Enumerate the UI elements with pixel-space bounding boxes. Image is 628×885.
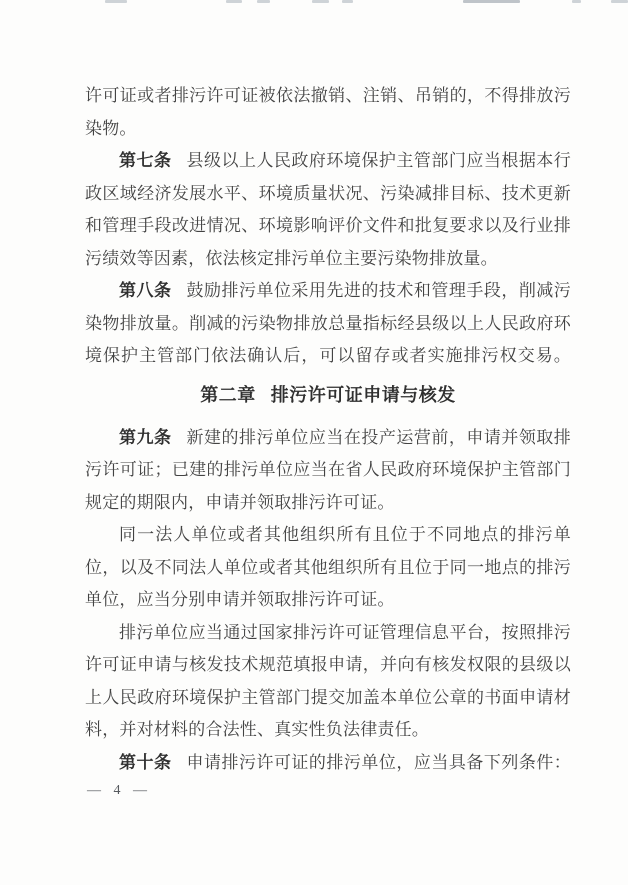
document-line (85, 519, 571, 552)
document-line (85, 682, 571, 715)
line-text: 许可证申请与核发技术规范填报申请，并向有核发权限的县级以 (85, 655, 571, 674)
chapter-number: 第二章 (200, 384, 256, 405)
line-text: 和管理手段改进情况、环境影响评价文件和批复要求以及行业排 (85, 216, 571, 235)
line-text: 料，并对材料的合法性、真实性负法律责任。 (85, 720, 429, 739)
document-line (85, 145, 571, 178)
line-text: 染物排放量。削减的污染物排放总量指标经县级以上人民政府环 (85, 313, 571, 333)
scan-artifact (463, 0, 520, 3)
document-line (85, 552, 571, 585)
document-line (85, 487, 571, 520)
document-line (85, 308, 571, 341)
article-number-label: 第十条 (119, 752, 172, 772)
document-line (85, 80, 571, 113)
article-number-label: 第九条 (119, 427, 172, 447)
line-text: 单位，应当分别申请并领取排污许可证。 (85, 590, 395, 609)
document-line (85, 714, 571, 747)
line-text: 污绩效等因素，依法核定排污单位主要污染物排放量。 (85, 248, 498, 268)
line-text: 上人民政府环境保护主管部门提交加盖本单位公章的书面申请材 (85, 687, 571, 707)
scan-artifact (342, 0, 353, 3)
scan-artifact (105, 0, 127, 3)
scan-artifact (572, 0, 581, 3)
document-line (85, 747, 571, 780)
line-text: 许可证或者排污许可证被依法撤销、注销、吊销的，不得排放污 (85, 86, 571, 105)
line-text: 境保护主管部门依法确认后，可以留存或者实施排污权交易。 (85, 346, 571, 365)
line-text: 鼓励排污单位采用先进的技术和管理手段，削减污 (186, 281, 571, 300)
article-number-label: 第八条 (119, 281, 172, 300)
document-content (85, 80, 571, 779)
document-line (85, 422, 571, 455)
document-line (85, 617, 571, 650)
document-line (85, 210, 571, 243)
scan-artifact (257, 0, 270, 3)
line-text: 同一法人单位或者其他组织所有且位于不同地点的排污单 (119, 525, 571, 544)
document-line (85, 649, 571, 682)
document-line (85, 454, 571, 487)
chapter-title: 排污许可证申请与核发 (270, 384, 456, 405)
document-line (85, 340, 571, 373)
article-number-label: 第七条 (119, 151, 172, 170)
document-line (85, 584, 571, 617)
line-text: 县级以上人民政府环境保护主管部门应当根据本行 (186, 151, 571, 170)
document-line (85, 113, 571, 146)
scan-artifact (611, 0, 628, 3)
document-line (85, 178, 571, 211)
scan-artifact (312, 0, 329, 3)
chapter-heading (85, 379, 571, 412)
page-number: — 4 — (87, 783, 148, 798)
line-text: 染物。 (85, 118, 137, 138)
document-line (85, 275, 571, 308)
line-text: 污许可证；已建的排污单位应当在省人民政府环境保护主管部门 (85, 460, 571, 479)
line-text: 规定的期限内，申请并领取排污许可证。 (85, 492, 395, 512)
scan-artifact (226, 0, 242, 3)
line-text: 申请排污许可证的排污单位，应当具备下列条件： (186, 752, 571, 772)
line-text: 政区域经济发展水平、环境质量状况、污染减排目标、技术更新 (85, 183, 571, 203)
line-text: 位，以及不同法人单位或者其他组织所有且位于同一地点的排污 (85, 557, 571, 577)
line-text: 新建的排污单位应当在投产运营前，申请并领取排 (186, 427, 571, 447)
document-line (85, 243, 571, 276)
line-text: 排污单位应当通过国家排污许可证管理信息平台，按照排污 (119, 622, 571, 642)
